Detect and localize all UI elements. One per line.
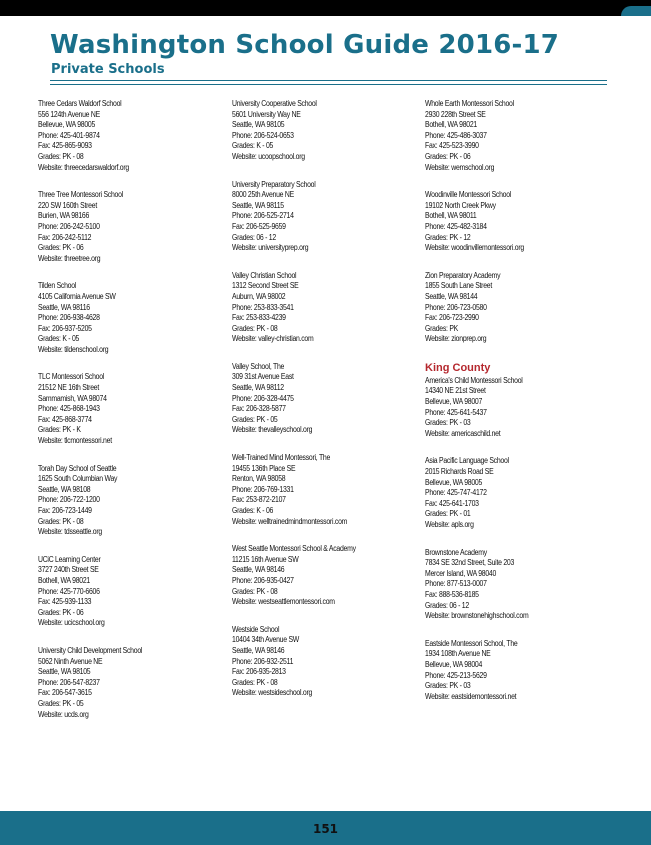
school-detail-line: Fax: 425-523-3990 xyxy=(425,141,479,151)
school-entry xyxy=(38,372,228,446)
school-detail-line: Fax: 425-939-1133 xyxy=(38,597,92,607)
school-detail-line: Seattle, WA 98105 xyxy=(38,667,91,677)
school-entry xyxy=(38,646,228,720)
top-bar xyxy=(0,0,651,16)
school-name: Whole Earth Montessori School xyxy=(425,99,514,108)
school-detail-line: Seattle, WA 98105 xyxy=(232,120,285,130)
page-title: Washington School Guide 2016-17 xyxy=(50,30,560,60)
school-detail-line: Phone: 425-868-1943 xyxy=(38,404,100,414)
school-entry xyxy=(425,99,615,173)
school-detail-line: Grades: K - 06 xyxy=(232,506,274,515)
school-detail-line: 309 31st Avenue East xyxy=(232,372,294,382)
school-entry xyxy=(38,190,228,264)
school-detail-line: Grades: PK - 01 xyxy=(425,509,471,519)
school-entry xyxy=(425,376,615,440)
school-name: TLC Montessori School xyxy=(38,372,105,382)
school-detail-line: Phone: 425-401-9874 xyxy=(38,130,100,140)
school-name: Brownstone Academy xyxy=(425,547,487,557)
school-detail-line: Bothell, WA 98021 xyxy=(425,120,477,130)
school-detail-line: Grades: PK - 03 xyxy=(425,681,471,691)
school-detail-line: Phone: 206-935-0427 xyxy=(232,575,294,585)
school-detail-line: 21512 NE 16th Street xyxy=(38,383,100,393)
school-entry xyxy=(232,99,422,163)
school-detail-line: 14340 NE 21st Street xyxy=(425,386,486,396)
school-detail-line: 19102 North Creek Pkwy xyxy=(425,200,496,210)
school-detail-line: Grades: K - 05 xyxy=(232,141,274,151)
school-detail-line: Phone: 425-486-3037 xyxy=(425,130,487,140)
school-detail-line: 10404 34th Avenue SW xyxy=(232,635,300,645)
school-detail-line: Phone: 253-833-3541 xyxy=(232,302,294,312)
school-detail-line: Website: ucds.org xyxy=(38,709,89,719)
school-entry xyxy=(38,99,228,173)
school-detail-line: Grades: PK - 12 xyxy=(425,232,471,242)
school-detail-line: Grades: PK - K xyxy=(38,425,81,435)
school-detail-line: Phone: 425-213-5629 xyxy=(425,670,487,680)
school-detail-line: Fax: 206-547-3615 xyxy=(38,688,92,698)
school-detail-line: Website: eastsidemontessori.net xyxy=(425,691,517,701)
school-name: Zion Preparatory Academy xyxy=(425,270,501,280)
school-detail-line: Website: americaschild.net xyxy=(425,428,501,438)
section-subtitle: Private Schools xyxy=(51,62,165,77)
school-name: West Seattle Montessori School & Academy xyxy=(232,544,356,554)
school-detail-line: Website: thevalleyschool.org xyxy=(232,425,313,435)
school-detail-line: 7834 SE 32nd Street, Suite 203 xyxy=(425,558,515,568)
school-name: Westside School xyxy=(232,624,280,634)
listing-column-3 xyxy=(425,99,615,719)
school-detail-line: Website: ucicschool.org xyxy=(38,618,105,628)
school-detail-line: Phone: 206-938-4628 xyxy=(38,313,100,323)
school-detail-line: Phone: 206-722-1200 xyxy=(38,495,100,505)
school-detail-line: Phone: 206-547-8237 xyxy=(38,677,100,687)
school-detail-line: 3727 240th Street SE xyxy=(38,565,99,575)
school-detail-line: Website: westseattlemontessori.com xyxy=(232,597,335,607)
school-detail-line: 1855 South Lane Street xyxy=(425,281,493,291)
school-detail-line: 19455 136th Place SE xyxy=(232,463,296,473)
school-detail-line: Phone: 206-932-2511 xyxy=(232,656,294,666)
school-detail-line: Bellevue, WA 98007 xyxy=(425,397,483,407)
school-detail-line: Phone: 206-525-2714 xyxy=(232,211,294,221)
school-detail-line: Mercer Island, WA 98040 xyxy=(425,568,497,578)
school-detail-line: Website: wemschool.org xyxy=(425,162,495,172)
school-entry xyxy=(425,190,615,254)
school-detail-line: Seattle, WA 98112 xyxy=(232,383,284,393)
school-detail-line: Seattle, WA 98108 xyxy=(38,484,91,494)
school-detail-line: Sammamish, WA 98074 xyxy=(38,393,107,403)
school-detail-line: Phone: 206-524-0653 xyxy=(232,130,294,140)
school-detail-line: 1625 South Columbian Way xyxy=(38,474,118,484)
school-detail-line: Website: zionprep.org xyxy=(425,334,487,344)
school-detail-line: Grades: 06 - 12 xyxy=(425,600,469,610)
school-name: Valley School, The xyxy=(232,361,285,371)
school-detail-line: Bothell, WA 98021 xyxy=(38,575,90,585)
header-rule xyxy=(50,80,607,81)
school-name: University Child Development School xyxy=(38,645,143,655)
school-detail-line: 556 124th Avenue NE xyxy=(38,109,100,119)
school-detail-line: 1934 108th Avenue NE xyxy=(425,649,491,659)
school-name: Three Cedars Waldorf School xyxy=(38,99,122,108)
school-detail-line: 8000 25th Avenue NE xyxy=(232,190,294,200)
school-entry xyxy=(425,456,615,530)
school-detail-line: Fax: 206-935-2813 xyxy=(232,667,286,677)
school-detail-line: Fax: 425-641-1703 xyxy=(425,498,479,508)
school-detail-line: Website: ucoopschool.org xyxy=(232,151,305,161)
school-detail-line: 5062 Ninth Avenue NE xyxy=(38,656,103,666)
school-name: Woodinville Montessori School xyxy=(425,190,512,200)
school-detail-line: Website: welltrainedmindmontessori.com xyxy=(232,516,348,526)
school-detail-line: Bellevue, WA 98005 xyxy=(425,477,483,487)
school-detail-line: Phone: 877-513-0007 xyxy=(425,579,487,589)
school-detail-line: Grades: PK - 08 xyxy=(38,151,84,161)
school-detail-line: Bothell, WA 98011 xyxy=(425,211,477,221)
school-detail-line: Fax: 253-872-2107 xyxy=(232,495,286,505)
school-name: Eastside Montessori School, The xyxy=(425,638,518,648)
school-detail-line: Grades: PK - 06 xyxy=(38,243,84,253)
school-name: Valley Christian School xyxy=(232,270,297,280)
school-detail-line: Fax: 253-833-4239 xyxy=(232,313,286,323)
school-name: University Preparatory School xyxy=(232,179,316,189)
school-detail-line: Seattle, WA 98146 xyxy=(232,645,285,655)
school-entry xyxy=(232,362,422,436)
school-name: University Cooperative School xyxy=(232,99,317,108)
school-detail-line: Grades: PK - 06 xyxy=(38,607,84,617)
school-entry xyxy=(425,548,615,622)
school-name: Torah Day School of Seattle xyxy=(38,463,117,473)
school-detail-line: Phone: 425-747-4172 xyxy=(425,488,487,498)
school-entry xyxy=(232,625,422,699)
school-entry xyxy=(232,180,422,254)
school-detail-line: 11215 16th Avenue SW xyxy=(232,554,299,564)
school-detail-line: Phone: 206-723-0580 xyxy=(425,302,487,312)
school-entry xyxy=(38,555,228,629)
school-detail-line: Website: apls.org xyxy=(425,520,474,529)
school-detail-line: Grades: PK - 08 xyxy=(38,516,84,526)
school-entry xyxy=(38,464,228,538)
school-detail-line: Website: valley-christian.com xyxy=(232,334,314,344)
school-detail-line: Grades: PK - 05 xyxy=(232,414,278,424)
school-detail-line: 2930 228th Street SE xyxy=(425,109,486,119)
school-detail-line: Fax: 888-536-8185 xyxy=(425,589,479,599)
school-detail-line: Phone: 425-482-3184 xyxy=(425,221,487,231)
school-detail-line: Fax: 425-865-9093 xyxy=(38,141,92,151)
school-name: Well-Trained Mind Montessori, The xyxy=(232,453,331,463)
school-detail-line: Grades: PK xyxy=(425,323,458,333)
school-name: Asia Pacific Language School xyxy=(425,456,509,466)
school-detail-line: Fax: 425-868-3774 xyxy=(38,414,92,424)
school-entry xyxy=(232,453,422,527)
school-detail-line: Fax: 206-525-9659 xyxy=(232,221,286,231)
school-detail-line: Website: tdsseattle.org xyxy=(38,527,102,537)
school-detail-line: Phone: 206-769-1331 xyxy=(232,484,294,494)
school-detail-line: Website: threecedarswaldorf.org xyxy=(38,162,129,172)
school-detail-line: 220 SW 160th Street xyxy=(38,200,97,210)
school-detail-line: Renton, WA 98058 xyxy=(232,474,286,484)
school-detail-line: Website: threetree.org xyxy=(38,253,101,263)
school-entry xyxy=(38,281,228,355)
school-detail-line: Fax: 206-723-1449 xyxy=(38,506,92,515)
school-detail-line: Website: westsideschool.org xyxy=(232,688,313,698)
school-detail-line: Website: tlcmontessori.net xyxy=(38,436,112,446)
school-detail-line: Phone: 206-328-4475 xyxy=(232,393,294,403)
school-detail-line: Grades: PK - 08 xyxy=(232,677,278,687)
school-name: UCiC Learning Center xyxy=(38,554,101,564)
school-detail-line: Grades: PK - 08 xyxy=(232,586,278,596)
school-detail-line: Grades: PK - 08 xyxy=(232,323,278,333)
school-detail-line: 5601 University Way NE xyxy=(232,109,301,119)
school-detail-line: 4105 California Avenue SW xyxy=(38,291,116,301)
top-tab-decoration xyxy=(621,6,651,16)
school-name: Three Tree Montessori School xyxy=(38,190,123,200)
school-detail-line: Grades: PK - 03 xyxy=(425,418,471,428)
school-entry xyxy=(232,544,422,608)
school-entry xyxy=(425,271,615,345)
school-detail-line: Phone: 206-242-5100 xyxy=(38,221,100,231)
school-entry xyxy=(425,639,615,703)
school-detail-line: Website: woodinvillemontessori.org xyxy=(425,243,524,253)
school-detail-line: Fax: 206-242-5112 xyxy=(38,232,92,242)
school-detail-line: Phone: 425-641-5437 xyxy=(425,407,487,417)
school-detail-line: Phone: 425-770-6606 xyxy=(38,586,100,596)
school-entry xyxy=(232,271,422,345)
school-detail-line: Bellevue, WA 98005 xyxy=(38,120,96,130)
header-rule-secondary xyxy=(50,84,607,85)
listing-column-2 xyxy=(232,99,422,716)
school-name: Tilden School xyxy=(38,281,77,291)
school-detail-line: Fax: 206-937-5205 xyxy=(38,323,92,333)
school-detail-line: 1312 Second Street SE xyxy=(232,281,299,291)
school-detail-line: Auburn, WA 98002 xyxy=(232,291,286,301)
school-detail-line: Fax: 206-328-5877 xyxy=(232,404,286,414)
school-detail-line: Grades: K - 05 xyxy=(38,334,80,344)
school-name: America's Child Montessori School xyxy=(425,375,523,385)
county-heading: King County xyxy=(425,361,491,374)
school-detail-line: Grades: PK - 05 xyxy=(38,698,84,708)
school-detail-line: Website: universityprep.org xyxy=(232,243,309,253)
page-number: 151 xyxy=(312,822,339,836)
school-detail-line: Seattle, WA 98146 xyxy=(232,565,285,575)
school-detail-line: Grades: 06 - 12 xyxy=(232,232,276,242)
school-detail-line: Grades: PK - 06 xyxy=(425,151,471,161)
school-detail-line: Burien, WA 98166 xyxy=(38,211,90,221)
school-detail-line: Fax: 206-723-2990 xyxy=(425,313,479,323)
school-detail-line: Seattle, WA 98116 xyxy=(38,302,90,312)
school-detail-line: Seattle, WA 98144 xyxy=(425,291,478,301)
listing-column-1 xyxy=(38,99,228,737)
school-detail-line: Seattle, WA 98115 xyxy=(232,200,284,210)
school-detail-line: Website: brownstonehighschool.com xyxy=(425,611,529,621)
school-detail-line: 2015 Richards Road SE xyxy=(425,467,494,477)
school-detail-line: Website: tildenschool.org xyxy=(38,344,109,354)
school-detail-line: Bellevue, WA 98004 xyxy=(425,659,483,669)
